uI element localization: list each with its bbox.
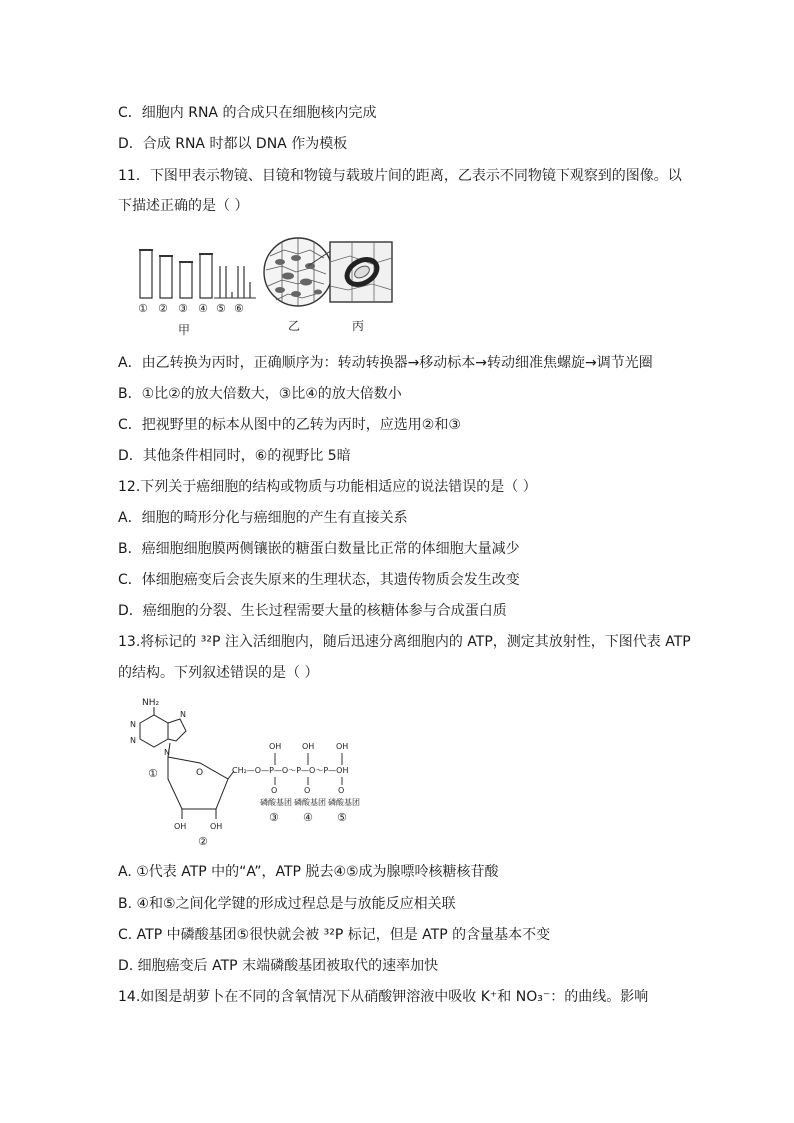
label-num-1: ①	[148, 767, 158, 780]
q11-stem-line2: 下描述正确的是（ ）	[118, 198, 249, 214]
lens-5	[220, 266, 232, 298]
oh-left: OH	[174, 822, 187, 831]
label-bing: 丙	[352, 319, 365, 333]
label-num-3: ③	[269, 811, 279, 824]
q12-stem: 12.下列关于癌细胞的结构或物质与功能相适应的说法错误的是（ ）	[118, 479, 537, 495]
q13-figure-svg	[120, 695, 390, 850]
lens-set-jia	[139, 250, 256, 298]
view-yi	[264, 238, 332, 306]
q13-stem-line1: 13.将标记的 ³²P 注入活细胞内，随后迅速分离细胞内的 ATP，测定其放射性，下图代表 ATP	[118, 634, 691, 650]
label-num-2: ②	[198, 835, 208, 848]
n-label-left-bottom: N	[130, 736, 136, 745]
phosphate-row: CH₂—O—P—O～P—O～P—OH	[232, 766, 349, 775]
nh2-label: NH₂	[142, 698, 160, 708]
n-label-bottom: N	[164, 748, 170, 757]
o-p3: O	[338, 786, 345, 795]
oh-p2: OH	[302, 742, 315, 751]
q11-option-a: A．由乙转换为丙时，正确顺序为：转动转换器→移动标本→转动细准焦螺旋→调节光圈	[118, 355, 653, 371]
lens-1	[140, 250, 152, 298]
q13-atp-structure-figure	[120, 695, 390, 850]
oh-right: OH	[210, 822, 223, 831]
label-jia: 甲	[178, 323, 191, 337]
q13-option-a: A. ①代表 ATP 中的“A”，ATP 脱去④⑤成为腺嘌呤核糖核苷酸	[118, 864, 499, 880]
q10-option-c: C．细胞内 RNA 的合成只在细胞核内完成	[118, 105, 377, 121]
q12-option-a: A．细胞的畸形分化与癌细胞的产生有直接关系	[118, 510, 408, 526]
n-label-left-top: N	[130, 720, 136, 729]
lens-2	[160, 256, 172, 298]
o-p1: O	[271, 786, 278, 795]
phosphate-label-3: 磷酸基团	[260, 798, 292, 807]
label-num-5: ⑤	[337, 811, 347, 824]
q11-microscope-figure	[130, 236, 400, 340]
n-label-right-top: N	[180, 710, 186, 719]
lens-number-5: ⑤	[216, 302, 226, 315]
phosphate-label-5: 磷酸基团	[328, 798, 360, 807]
q10-option-d: D．合成 RNA 时都以 DNA 作为模板	[118, 136, 348, 152]
q13-option-d: D. 细胞癌变后 ATP 末端磷酸基团被取代的速率加快	[118, 958, 439, 974]
q13-option-c: C. ATP 中磷酸基团⑤很快就会被 ³²P 标记，但是 ATP 的含量基本不变	[118, 927, 551, 943]
q11-figure-svg	[130, 236, 400, 340]
label-num-4: ④	[303, 811, 313, 824]
q11-stem-line1: 11．下图甲表示物镜、目镜和物镜与载玻片间的距离，乙表示不同物镜下观察到的图像。以	[118, 168, 682, 184]
q12-option-d: D．癌细胞的分裂、生长过程需要大量的核糖体参与合成蛋白质	[118, 603, 507, 619]
q11-option-c: C．把视野里的标本从图中的乙转为丙时，应选用②和③	[118, 417, 461, 433]
q14-stem-line1: 14.如图是胡萝卜在不同的含氧情况下从硝酸钾溶液中吸收 K⁺和 NO₃⁻：的曲线。影响	[118, 989, 649, 1005]
lens-4	[200, 254, 212, 298]
lens-number-1: ①	[138, 302, 148, 315]
q13-stem-line2: 的结构。下列叙述错误的是（ ）	[118, 665, 319, 681]
q11-option-b: B．①比②的放大倍数大，③比④的放大倍数小	[118, 386, 402, 402]
o-p2: O	[304, 786, 311, 795]
view-bing	[330, 242, 392, 302]
label-yi: 乙	[288, 319, 301, 333]
oh-p3: OH	[336, 742, 349, 751]
q13-option-b: B. ④和⑤之间化学键的形成过程总是与放能反应相关联	[118, 896, 456, 912]
oh-p1: OH	[269, 742, 282, 751]
phosphate-label-4: 磷酸基团	[294, 798, 326, 807]
ribose-ring	[168, 757, 234, 819]
lens-6	[238, 266, 250, 298]
q12-option-b: B．癌细胞细胞膜两侧镶嵌的糖蛋白数量比正常的体细胞大量减少	[118, 541, 520, 557]
lens-number-3: ③	[178, 302, 188, 315]
lens-3	[180, 262, 192, 298]
lens-number-4: ④	[198, 302, 208, 315]
q12-option-c: C．体细胞癌变后会丧失原来的生理状态，其遗传物质会发生改变	[118, 572, 520, 588]
lens-number-6: ⑥	[234, 302, 244, 315]
lens-number-2: ②	[158, 302, 168, 315]
q11-option-d: D．其他条件相同时，⑥的视野比 5暗	[118, 448, 351, 464]
o-ring-label: O	[196, 768, 204, 778]
